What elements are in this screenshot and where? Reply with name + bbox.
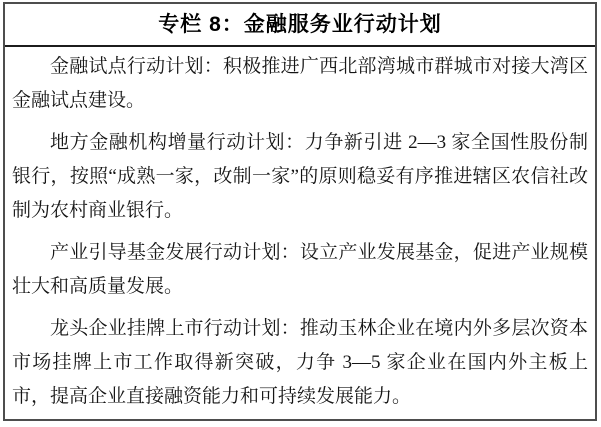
column-box-border (3, 2, 597, 421)
body-paragraph-listing-plan: 龙头企业挂牌上市行动计划：推动玉林企业在境内外多层次资本市场挂牌上市工作取得新突破，力争 3—5 家企业在国内外主板上市，提高企业直接融资能力和可持续发展能力。 (12, 318, 588, 407)
column-body (5, 47, 595, 414)
body-paragraph-industry-fund: 产业引导基金发展行动计划：设立产业发展基金，促进产业规模壮大和高质量发展。 (12, 242, 588, 297)
body-paragraph-local-institutions: 地方金融机构增量行动计划：力争新引进 2—3 家全国性股份制银行，按照“成熟一家，改制一家”的原则稳妥有序推进辖区农信社改制为农村商业银行。 (12, 132, 588, 221)
column-title: 专栏 8：金融服务业行动计划 (5, 4, 595, 47)
body-paragraph-financial-pilot: 金融试点行动计划：积极推进广西北部湾城市群城市对接大湾区金融试点建设。 (12, 56, 588, 111)
